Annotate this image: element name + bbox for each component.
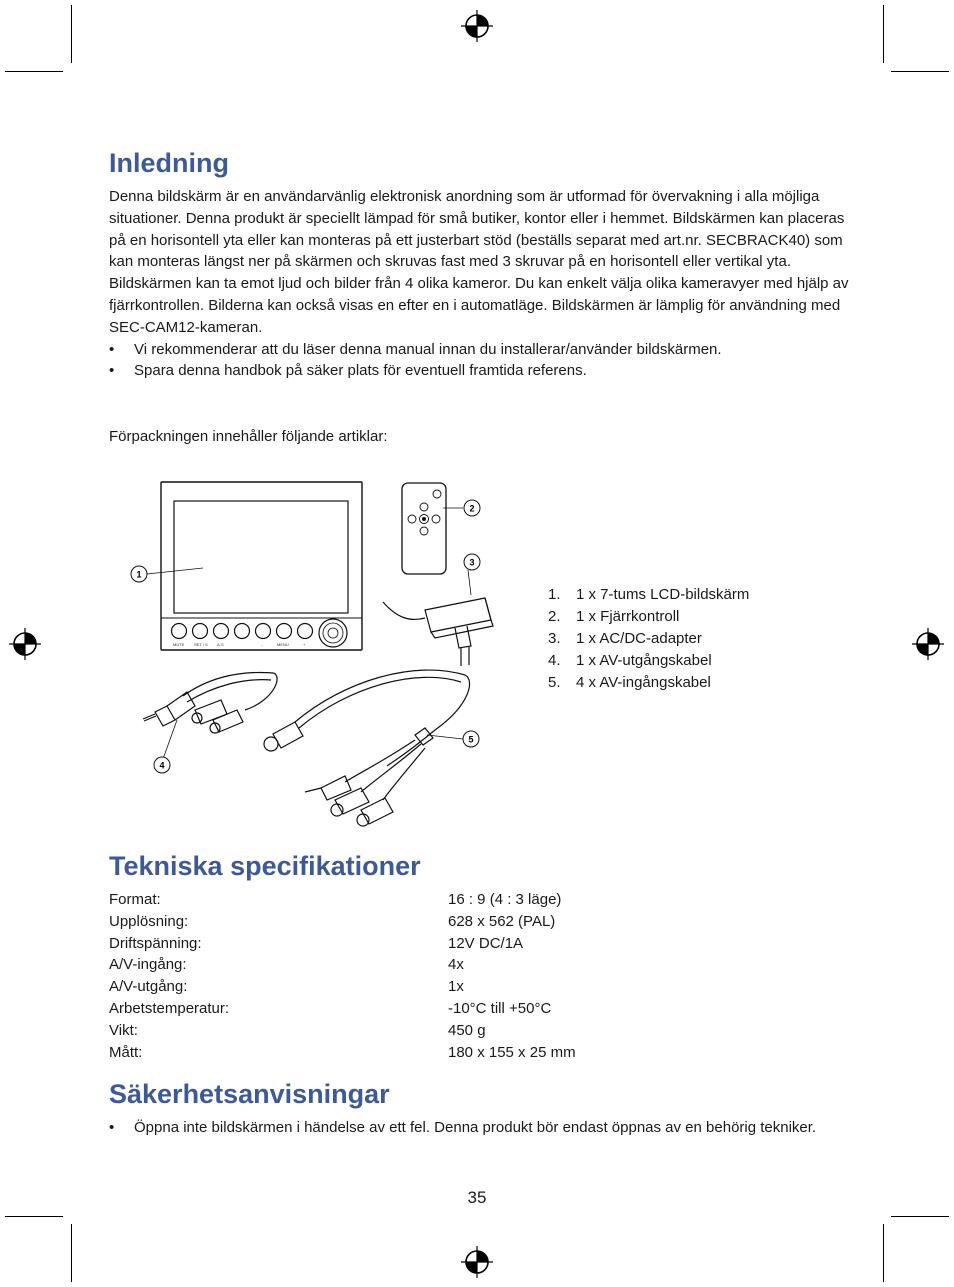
button-label: + — [303, 642, 306, 647]
button-label: A-S — [217, 642, 224, 647]
spec-label: Vikt: — [109, 1021, 138, 1039]
callout-label: 4 — [159, 760, 165, 771]
spec-value: 450 g — [448, 1021, 486, 1039]
av-output-cable — [143, 672, 277, 733]
list-item — [548, 584, 749, 606]
crop-mark — [5, 1216, 63, 1217]
safety-heading: Säkerhetsanvisningar — [109, 1079, 390, 1109]
list-number: 3. — [548, 630, 561, 647]
bullet-icon: • — [109, 362, 115, 380]
table-row — [109, 933, 709, 955]
list-number: 4. — [548, 652, 561, 669]
bullet-item — [109, 1117, 849, 1139]
spec-value: 12V DC/1A — [448, 934, 524, 952]
button-label: - — [261, 642, 263, 647]
intro-heading: Inledning — [109, 148, 229, 178]
spec-label: A/V-utgång: — [109, 978, 188, 996]
page-number: 35 — [467, 1188, 487, 1207]
bullet-text: Spara denna handbok på säker plats för eventuell framtida referens. — [134, 362, 587, 380]
table-row — [109, 889, 709, 911]
callout-label: 1 — [136, 569, 142, 580]
spec-label: Upplösning: — [109, 912, 189, 930]
intro-text — [109, 186, 849, 382]
intro-paragraph: Bildskärmen kan ta emot ljud och bilder från 4 olika kameror. Du kan enkelt välja olika kameravyer med hjälp av fjärrkontrollen. Bilderna kan också visas en efter en i automatläge. Bildskärmen är lämplig för användning med SEC-CAM12-kameran. — [109, 275, 849, 336]
table-row — [109, 954, 709, 976]
spec-value: 16 : 9 (4 : 3 läge) — [448, 891, 562, 908]
remote-control — [402, 483, 446, 574]
package-intro: Förpackningen innehåller följande artiklar: — [109, 428, 388, 445]
bullet-icon: • — [109, 1119, 115, 1136]
table-row — [109, 911, 709, 933]
package-list — [548, 584, 749, 694]
crop-mark — [891, 1216, 949, 1217]
package-contents-figure — [125, 470, 505, 830]
button-label: MUTE — [173, 642, 185, 647]
registration-mark-icon — [911, 627, 945, 661]
crop-mark — [883, 1224, 884, 1282]
callout-label: 3 — [469, 557, 475, 568]
spec-value: 628 x 562 (PAL) — [448, 912, 556, 930]
spec-label: Driftspänning: — [109, 934, 202, 952]
list-text: 1 x Fjärrkontroll — [576, 608, 680, 625]
crop-mark — [71, 5, 72, 63]
spec-label: A/V-ingång: — [109, 956, 187, 974]
crop-mark — [5, 71, 63, 72]
registration-mark-icon — [460, 1245, 494, 1279]
table-row — [109, 1042, 709, 1064]
button-label: MENU — [277, 642, 289, 647]
list-item — [548, 650, 749, 672]
list-text: 1 x AV-utgångskabel — [576, 652, 712, 669]
intro-paragraph: Denna bildskärm är en användarvänlig elektronisk anordning som är utformad för övervakning i alla möjliga situationer. Denna produkt är speciellt lämpad för små butiker, kontor eller i hemmet. Bildskärmen kan placeras på en horisontell yta eller kan monteras på ett justerbart stöd (beställs separat med art.nr. SECBRACK40) som kan monteras längst ner på skärmen och skruvas fast med 3 skruvar på en horisontell eller vertikal yta. — [109, 188, 845, 271]
list-number: 2. — [548, 608, 561, 625]
spec-label: Arbetstemperatur: — [109, 999, 230, 1017]
ac-dc-adapter — [383, 598, 493, 666]
spec-table — [109, 889, 709, 1063]
table-row — [109, 1020, 709, 1042]
registration-mark-icon — [460, 9, 494, 43]
callout-label: 5 — [468, 734, 474, 745]
crop-mark — [883, 5, 884, 63]
list-number: 5. — [548, 674, 561, 691]
table-row — [109, 998, 709, 1020]
spec-value: 1x — [448, 978, 464, 996]
spec-label: Format: — [109, 891, 161, 908]
spec-value: 4x — [448, 956, 464, 974]
callout-label: 2 — [469, 503, 475, 514]
registration-mark-icon — [8, 627, 42, 661]
button-label: SET / S — [194, 642, 208, 647]
lcd-monitor — [161, 482, 362, 650]
list-number: 1. — [548, 586, 561, 603]
bullet-item — [109, 339, 849, 361]
crop-mark — [71, 1224, 72, 1282]
crop-mark — [891, 71, 949, 72]
bullet-item — [109, 360, 849, 382]
specs-heading: Tekniska specifikationer — [109, 851, 421, 881]
list-text: 1 x AC/DC-adapter — [576, 630, 702, 647]
list-text: 4 x AV-ingångskabel — [576, 674, 711, 691]
bullet-text: Öppna inte bildskärmen i händelse av ett fel. Denna produkt bör endast öppnas av en behörig tekniker. — [134, 1119, 817, 1136]
spec-value: -10°C till +50°C — [448, 999, 552, 1017]
list-item — [548, 628, 749, 650]
safety-text — [109, 1117, 849, 1139]
list-text: 1 x 7-tums LCD-bildskärm — [576, 586, 750, 603]
list-item — [548, 672, 749, 694]
bullet-text: Vi rekommenderar att du läser denna manual innan du installerar/använder bildskärmen. — [134, 340, 722, 358]
bullet-icon: • — [109, 340, 115, 358]
av-input-cable — [264, 670, 470, 826]
spec-label: Mått: — [109, 1043, 143, 1061]
list-item — [548, 606, 749, 628]
spec-value: 180 x 155 x 25 mm — [448, 1043, 576, 1061]
table-row — [109, 976, 709, 998]
